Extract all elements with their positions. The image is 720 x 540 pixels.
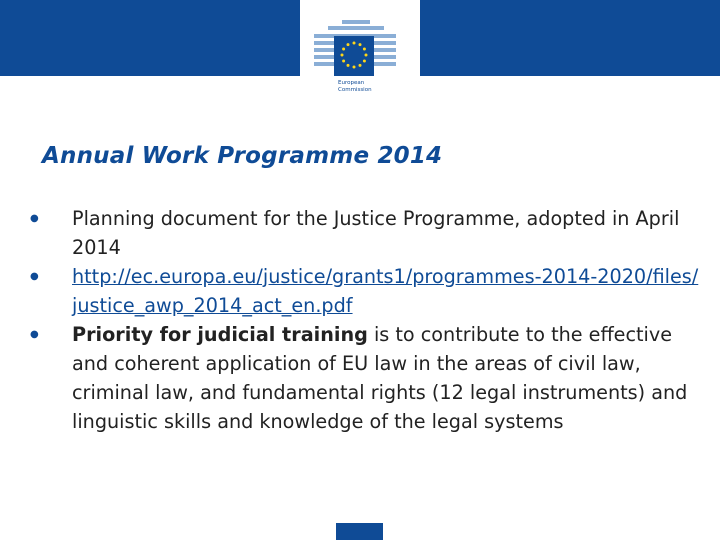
- programme-pdf-link[interactable]: http://ec.europa.eu/justice/grants1/programmes-2014-2020/files/justice_awp_2014_act_en.pdf: [72, 265, 699, 317]
- bullet-bold-text: Priority for judicial training: [72, 323, 368, 346]
- bullet-item-priority: [30, 320, 700, 436]
- logo-line-1: European: [338, 80, 365, 86]
- bullet-dot-icon: ●: [30, 271, 39, 282]
- footer-bar: [336, 523, 383, 540]
- logo-line-2: Commission: [338, 87, 372, 93]
- slide-title: Annual Work Programme 2014: [42, 143, 443, 169]
- european-commission-logo: [300, 0, 420, 104]
- bullet-text: is to contribute to the effective and coherent application of EU law in the areas of civil law, criminal law, and fundamental rights (12 legal instruments) and linguistic skills and knowledge of the legal systems: [72, 323, 688, 433]
- ec-building-icon: [300, 0, 420, 80]
- logo-text: [338, 80, 372, 94]
- bullet-item-planning: [30, 204, 700, 262]
- bullet-list: [30, 204, 700, 436]
- bullet-item-link: [30, 262, 700, 320]
- bullet-text: Planning document for the Justice Programme, adopted in April 2014: [72, 207, 680, 259]
- bullet-dot-icon: ●: [30, 213, 39, 224]
- bullet-dot-icon: ●: [30, 329, 39, 340]
